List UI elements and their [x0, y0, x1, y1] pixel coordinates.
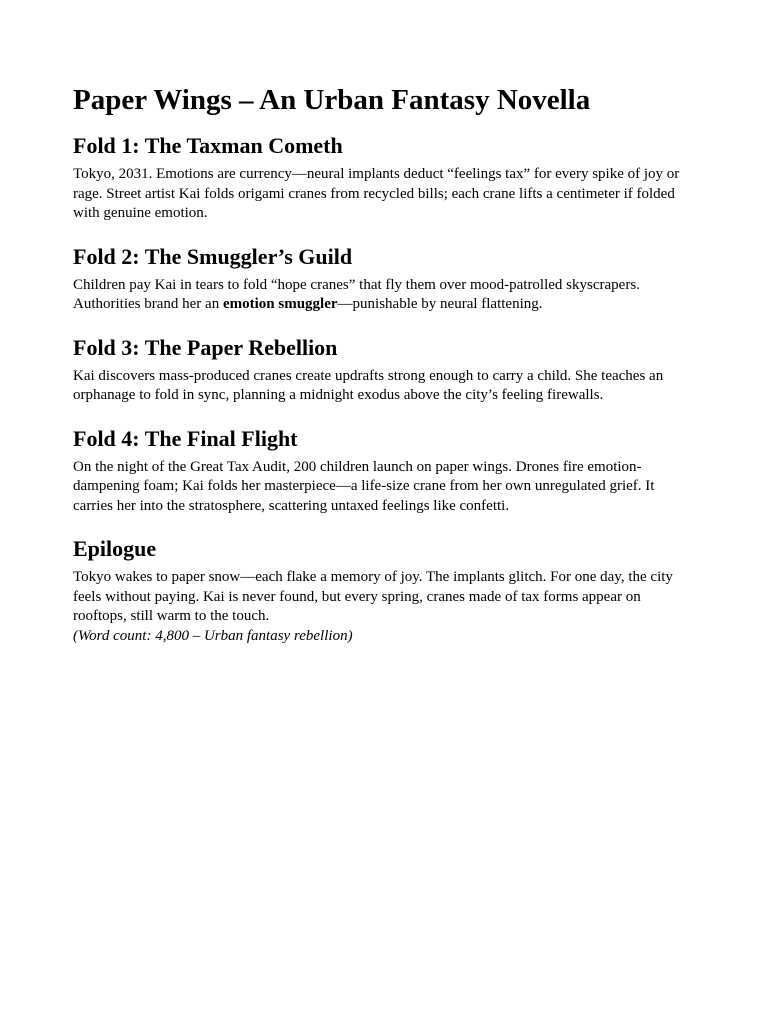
body-text: —punishable by neural flattening. — [337, 296, 543, 312]
section-heading: Epilogue — [73, 536, 157, 561]
section-body: On the night of the Great Tax Audit, 200 children launch on paper wings. Drones fire emotion-dampening foam; Kai folds her masterpiece—a life-size crane from her own unregulated grief. It carries her into the stratosphere, scattering untaxed feelings like confetti. — [73, 458, 655, 514]
section-heading: Fold 4: The Final Flight — [73, 425, 298, 451]
bold-term: emotion smuggler — [222, 296, 338, 312]
section-heading: Fold 1: The Taxman Cometh — [73, 133, 343, 158]
body-text: Children pay Kai in tears to fold “hope cranes” that fly them over mood-patrolled skyscrapers. Authorities brand her an — [73, 276, 640, 312]
section-fold-4 — [73, 425, 698, 517]
section-fold-3 — [73, 334, 698, 406]
section-fold-1 — [73, 132, 698, 224]
section-heading: Fold 3: The Paper Rebellion — [73, 334, 338, 360]
document-page — [73, 80, 698, 665]
section-body: Tokyo, 2031. Emotions are currency—neural implants deduct “feelings tax” for every spike of joy or rage. Street artist Kai folds origami cranes from recycled bills; each crane lifts a centimeter if folded with genuine emotion. — [73, 166, 680, 221]
section-epilogue — [73, 535, 698, 646]
document-title: Paper Wings – An Urban Fantasy Novella — [73, 84, 591, 116]
word-count-note: (Word count: 4,800 – Urban fantasy rebellion) — [73, 627, 353, 644]
section-body: Kai discovers mass-produced cranes create updrafts strong enough to carry a child. She teaches an orphanage to fold in sync, planning a midnight exodus above the city’s feeling firewalls. — [73, 367, 664, 403]
section-fold-2 — [73, 243, 698, 315]
section-body: Tokyo wakes to paper snow—each flake a memory of joy. The implants glitch. For one day, the city feels without paying. Kai is never found, but every spring, cranes made of tax forms appear on rooftops, still warm to the touch. — [73, 569, 673, 624]
section-heading: Fold 2: The Smuggler’s Guild — [73, 243, 353, 269]
section-body — [73, 276, 698, 315]
